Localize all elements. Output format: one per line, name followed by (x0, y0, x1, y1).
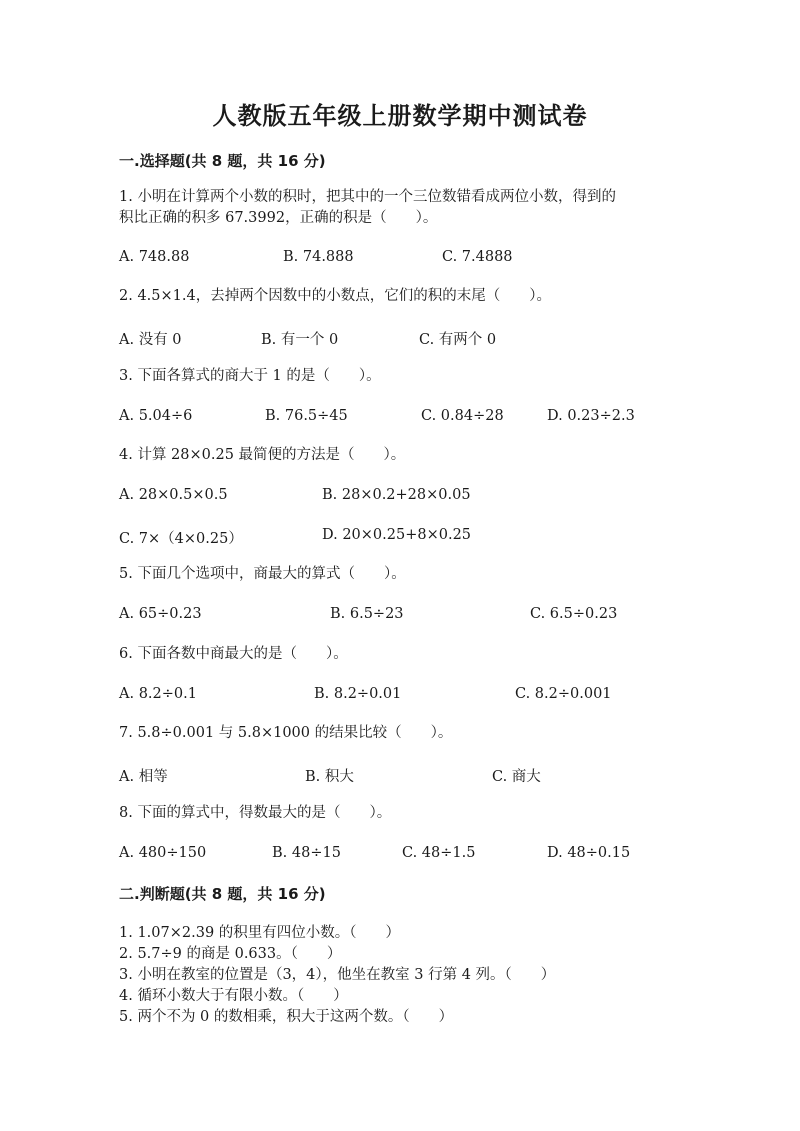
true-false-item-2: 2. 5.7÷9 的商是 0.633。（ ） (119, 946, 342, 962)
section-heading-true-false: 二.判断题(共 8 题，共 16 分) (119, 885, 326, 903)
option-d: D. 20×0.25+8×0.25 (322, 527, 472, 543)
question-8: 8. 下面的算式中，得数最大的是（ ）。 (119, 805, 392, 821)
option-d: D. 0.23÷2.3 (547, 408, 635, 424)
question-4-options-row-2 (119, 527, 699, 549)
option-b: B. 6.5÷23 (330, 606, 404, 622)
option-d: D. 48÷0.15 (547, 845, 631, 861)
option-b: B. 48÷15 (272, 845, 341, 861)
question-6: 6. 下面各数中商最大的是（ ）。 (119, 646, 348, 662)
question-7-options (119, 765, 699, 787)
question-2: 2. 4.5×1.4，去掉两个因数中的小数点，它们的积的末尾（ ）。 (119, 288, 551, 304)
section-heading-multiple-choice: 一.选择题(共 8 题，共 16 分) (119, 152, 326, 170)
option-a: A. 748.88 (119, 249, 190, 265)
option-c: C. 0.84÷28 (421, 408, 504, 424)
option-c: C. 6.5÷0.23 (530, 606, 618, 622)
option-b: B. 积大 (305, 769, 354, 785)
question-5-options (119, 606, 699, 628)
option-b: B. 74.888 (283, 249, 354, 265)
question-2-options (119, 328, 699, 350)
option-a: A. 没有 0 (119, 332, 182, 348)
question-3: 3. 下面各算式的商大于 1 的是（ ）。 (119, 368, 381, 384)
option-b: B. 76.5÷45 (265, 408, 348, 424)
question-6-options (119, 686, 699, 708)
question-1-line-2: 积比正确的积多 67.3992，正确的积是（ ）。 (119, 210, 438, 226)
option-a: A. 28×0.5×0.5 (119, 487, 228, 503)
question-1 (119, 187, 689, 229)
option-c: C. 商大 (492, 769, 541, 785)
option-c: C. 7×（4×0.25） (119, 531, 243, 547)
option-a: A. 65÷0.23 (119, 606, 202, 622)
page-title: 人教版五年级上册数学期中测试卷 (212, 102, 588, 130)
true-false-item-3: 3. 小明在教室的位置是（3，4），他坐在教室 3 行第 4 列。（ ） (119, 967, 556, 983)
question-3-options (119, 408, 699, 430)
question-1-options (119, 249, 699, 271)
option-c: C. 8.2÷0.001 (515, 686, 612, 702)
question-1-line-1: 1. 小明在计算两个小数的积时，把其中的一个三位数错看成两位小数，得到的 (119, 189, 616, 205)
option-b: B. 有一个 0 (261, 332, 339, 348)
question-7: 7. 5.8÷0.001 与 5.8×1000 的结果比较（ ）。 (119, 725, 453, 741)
option-c: C. 有两个 0 (419, 332, 497, 348)
question-8-options (119, 845, 699, 867)
option-a: A. 相等 (119, 769, 168, 785)
option-a: A. 8.2÷0.1 (119, 686, 197, 702)
option-c: C. 7.4888 (442, 249, 513, 265)
true-false-item-4: 4. 循环小数大于有限小数。（ ） (119, 988, 348, 1004)
question-5: 5. 下面几个选项中，商最大的算式（ ）。 (119, 566, 406, 582)
option-b: B. 8.2÷0.01 (314, 686, 402, 702)
question-4: 4. 计算 28×0.25 最简便的方法是（ ）。 (119, 447, 406, 463)
option-c: C. 48÷1.5 (402, 845, 476, 861)
true-false-item-1: 1. 1.07×2.39 的积里有四位小数。（ ） (119, 925, 401, 941)
true-false-item-5: 5. 两个不为 0 的数相乘，积大于这两个数。（ ） (119, 1009, 454, 1025)
question-4-options-row-1 (119, 487, 699, 509)
option-b: B. 28×0.2+28×0.05 (322, 487, 471, 503)
option-a: A. 480÷150 (119, 845, 207, 861)
option-a: A. 5.04÷6 (119, 408, 193, 424)
